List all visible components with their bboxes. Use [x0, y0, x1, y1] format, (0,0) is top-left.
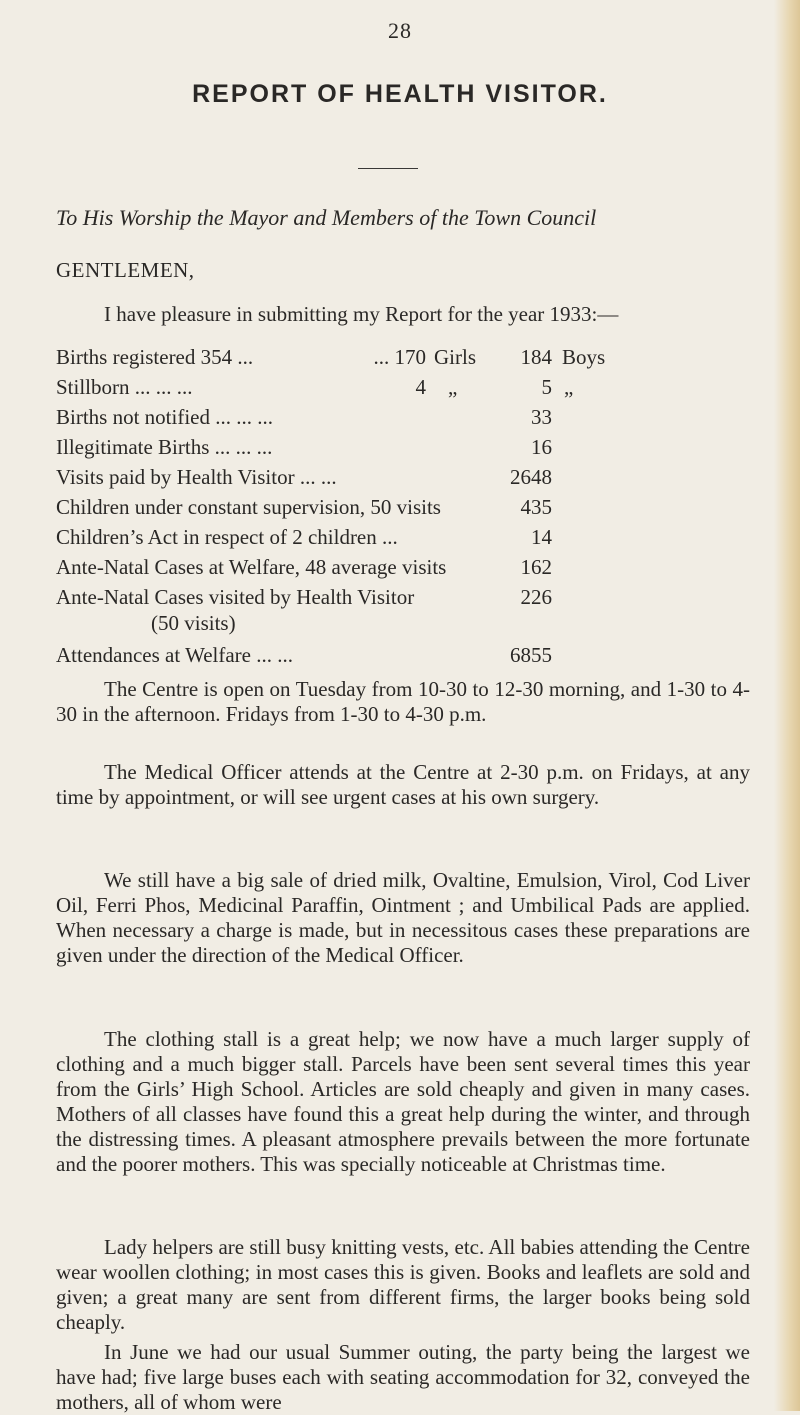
paragraph-lady-helpers: Lady helpers are still busy knitting vests, etc. All babies attending the Centre wear woollen clothing; in most cases this is given. Books and leaflets are sold and given; a great many are sent from different firms, the larger books being sold cheaply. [56, 1235, 750, 1334]
stats-label: Attendances at Welfare ... ... [56, 643, 293, 667]
stats-girls-unit: „ [448, 375, 458, 399]
stats-label: Ante-Natal Cases visited by Health Visitor [56, 585, 415, 609]
stats-label: (50 visits) [151, 611, 236, 635]
stats-label: Births not notified ... ... ... [56, 405, 273, 429]
intro-line: I have pleasure in submitting my Report for the year 1933:— [104, 302, 619, 326]
paragraph-sales: We still have a big sale of dried milk, Ovaltine, Emulsion, Virol, Cod Liver Oil, Ferri Phos, Medicinal Paraffin, Ointment ; and Umbilical Pads are applied. When necessary a charge is made, but in necessitous cases these preparations are given under the direction of the Medical Officer. [56, 868, 750, 967]
stats-value: 435 [520, 495, 552, 519]
stats-value: 5 [541, 375, 552, 399]
paragraph-clothing-stall: The clothing stall is a great help; we now have a much larger supply of clothing and a much bigger stall. Parcels have been sent several times this year from the Girls’ High School. Articles are sold cheaply and given in many cases. Mothers of all classes have found this a great help during the winter, and through the distressing times. A pleasant atmosphere prevails between the more fortunate and the poorer mothers. This was specially noticeable at Christmas time. [56, 1027, 750, 1176]
report-title: REPORT OF HEALTH VISITOR. [192, 80, 608, 108]
stats-value: 33 [531, 405, 552, 429]
stats-label: Illegitimate Births ... ... ... [56, 435, 273, 459]
stats-label: Children’s Act in respect of 2 children ... [56, 525, 398, 549]
stats-girls-value: 4 [415, 375, 426, 399]
stats-label: Births registered 354 ... [56, 345, 254, 369]
stats-label: Stillborn ... ... ... [56, 375, 193, 399]
stats-value: 2648 [510, 465, 552, 489]
stats-boys-unit: „ [564, 375, 574, 399]
page-number: 28 [388, 18, 412, 43]
stats-girls-value: ... 170 [373, 345, 426, 369]
stats-label: Ante-Natal Cases at Welfare, 48 average visits [56, 555, 447, 579]
stats-girls-unit: Girls [434, 345, 476, 369]
page-edge-shadow [774, 0, 800, 1411]
stats-value: 184 [520, 345, 552, 369]
paragraph-medical-officer: The Medical Officer attends at the Centre at 2-30 p.m. on Fridays, at any time by appointment, or will see urgent cases at his own surgery. [56, 760, 750, 809]
stats-boys-unit: Boys [562, 345, 606, 369]
stats-value: 14 [531, 525, 552, 549]
stats-label: Children under constant supervision, 50 visits [56, 495, 441, 519]
paragraph-summer-outing: In June we had our usual Summer outing, the party being the largest we have had; five large buses each with seating accommodation for 32, conveyed the mothers, all of whom were [56, 1340, 750, 1414]
paragraph-centre-hours: The Centre is open on Tuesday from 10-30 to 12-30 morning, and 1-30 to 4-30 in the afternoon. Fridays from 1-30 to 4-30 p.m. [56, 677, 750, 726]
address-line: To His Worship the Mayor and Members of the Town Council [56, 205, 597, 230]
title-rule [358, 168, 418, 169]
stats-value: 162 [520, 555, 552, 579]
stats-value: 16 [531, 435, 552, 459]
stats-value: 6855 [510, 643, 552, 667]
stats-value: 226 [520, 585, 552, 609]
salutation: GENTLEMEN, [56, 258, 195, 282]
stats-label: Visits paid by Health Visitor ... ... [56, 465, 337, 489]
